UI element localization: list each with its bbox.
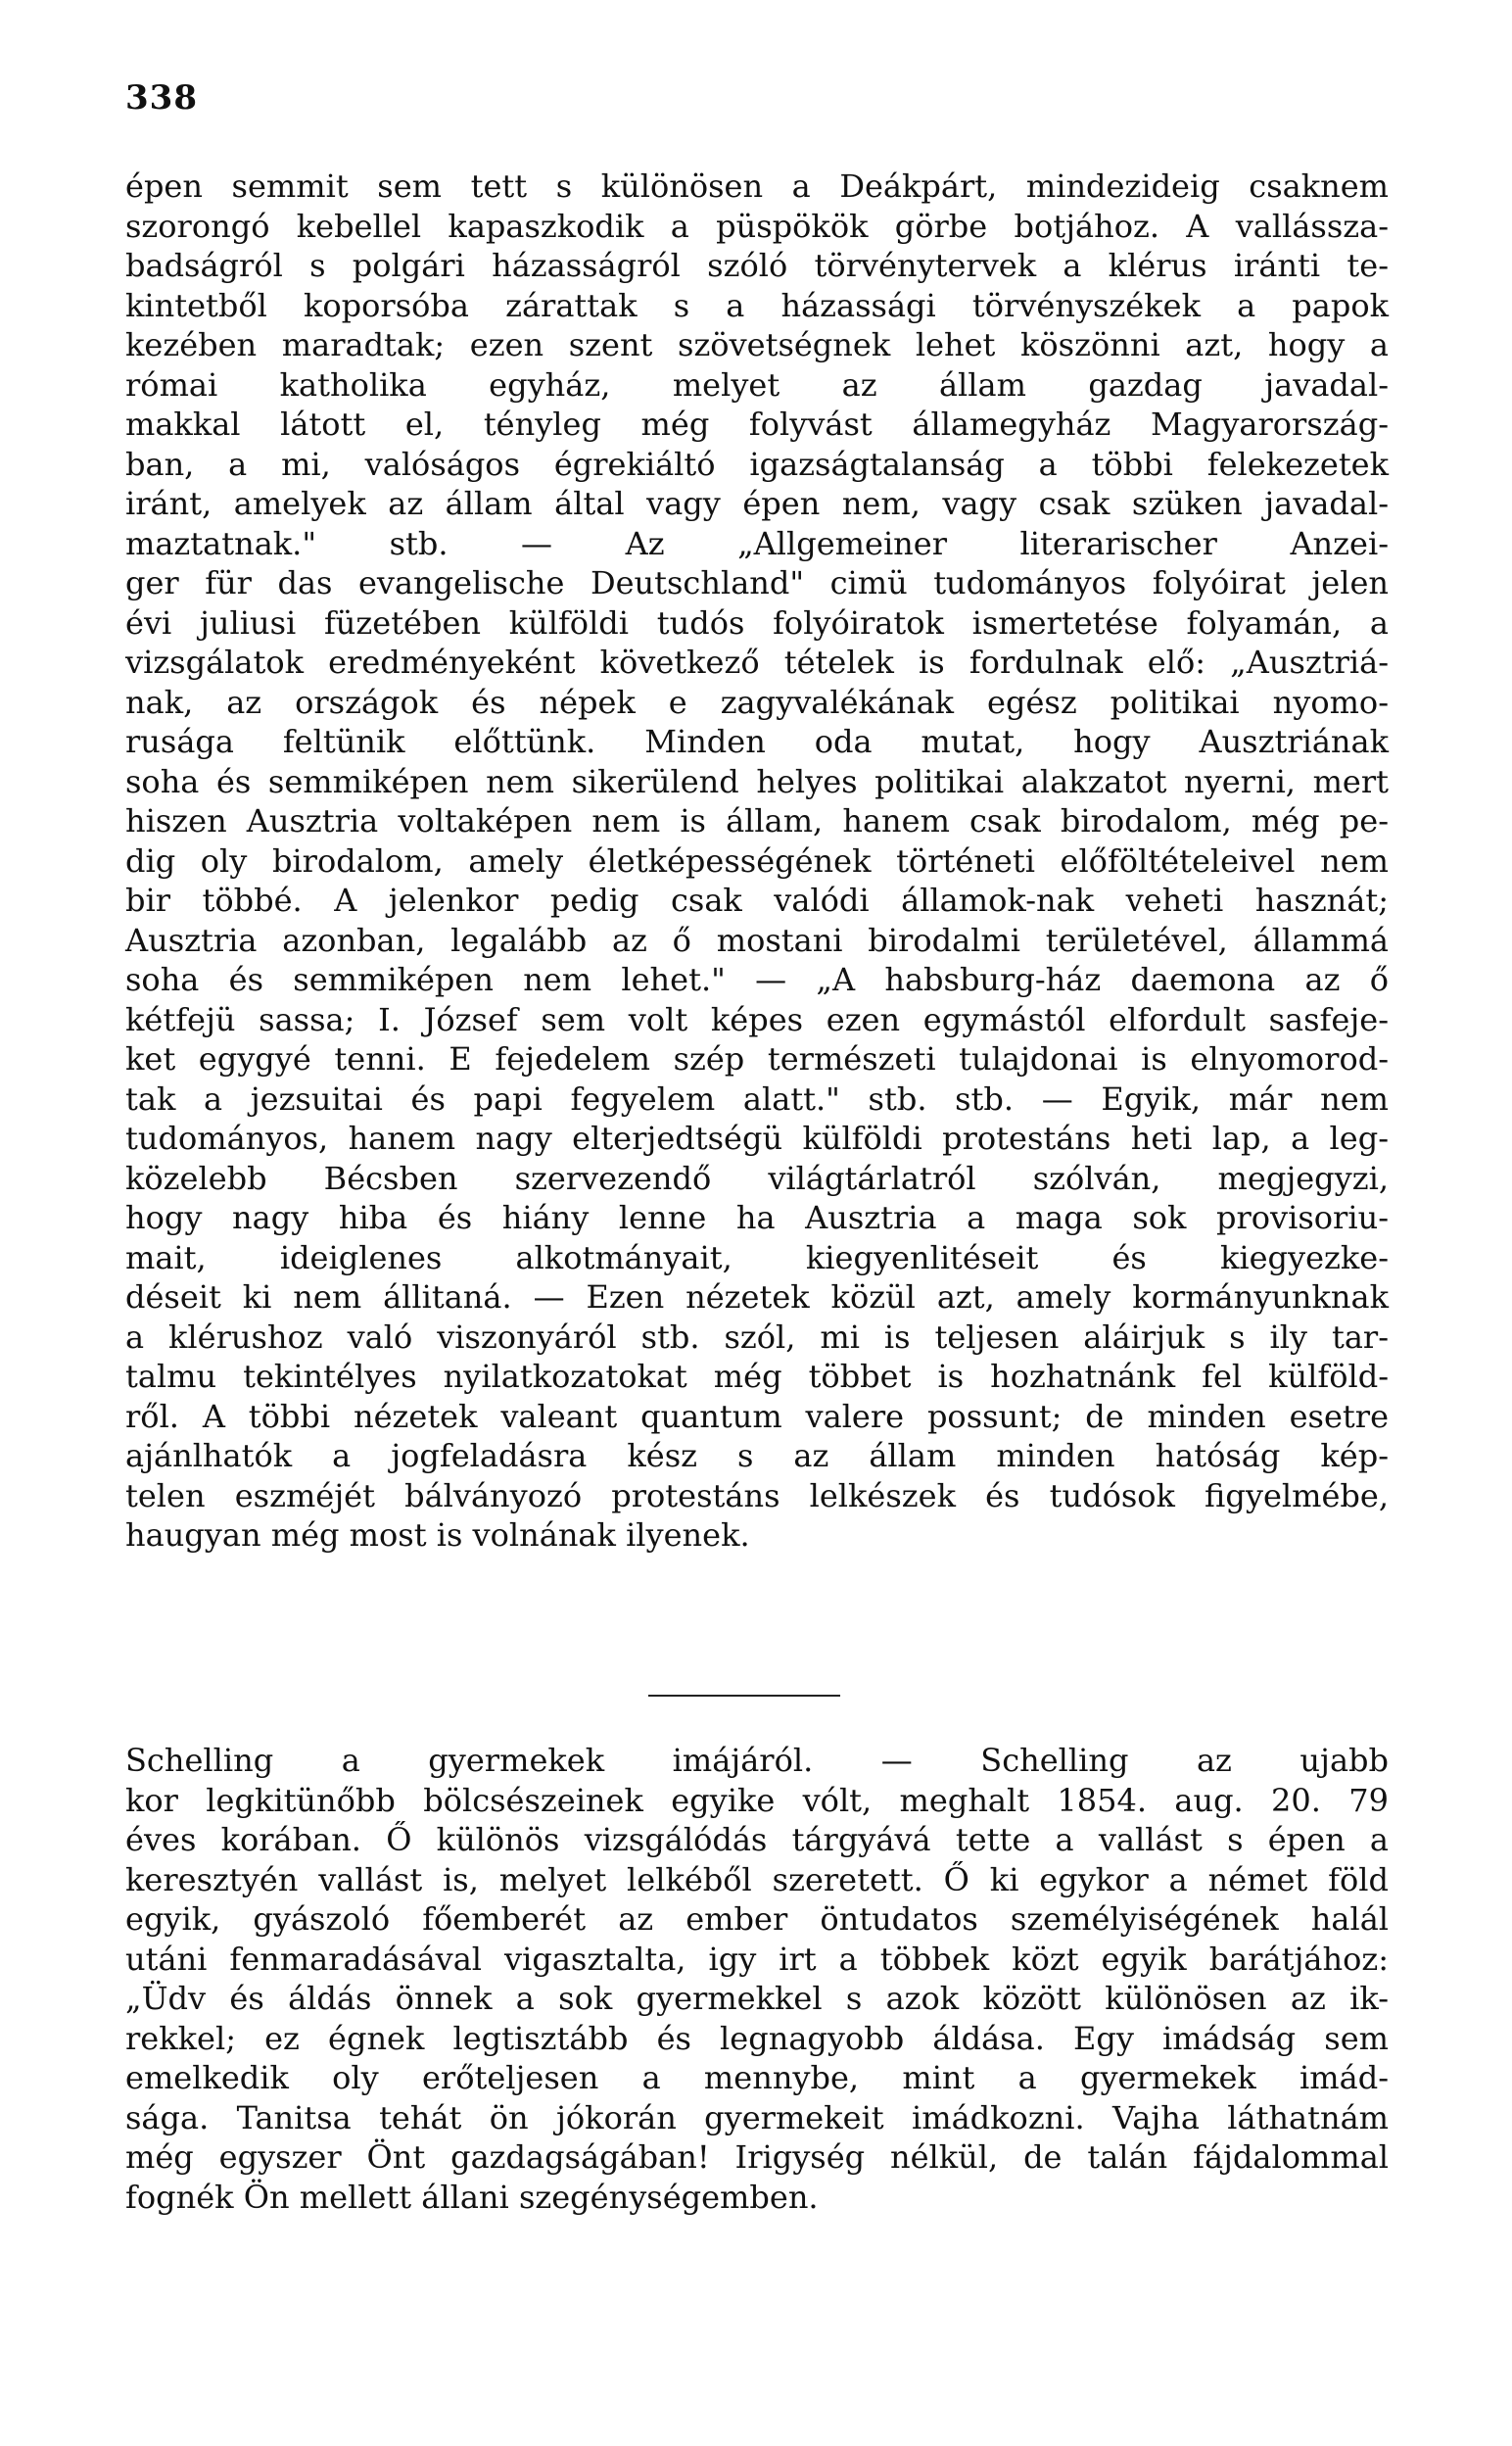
text-line: szorongó kebellel kapaszkodik a püspökök görbe botjához. A vallássza-: [125, 207, 1389, 245]
text-line: déseit ki nem állitaná. — Ezen nézetek közül azt, amely kormányunknak: [125, 1278, 1389, 1316]
text-line: kezében maradtak; ezen szent szövetségnek lehet köszönni azt, hogy a: [125, 326, 1389, 363]
text-line: ket egygyé tenni. E fejedelem szép természeti tulajdonai is elnyomorod-: [125, 1040, 1389, 1078]
text-line: római katholika egyház, melyet az állam gazdag javadal-: [125, 365, 1389, 404]
text-line: mait, ideiglenes alkotmányait, kiegyenlitéseit és kiegyezke-: [125, 1238, 1389, 1276]
text-line: tak a jezsuitai és papi fegyelem alatt." stb. stb. — Egyik, már nem: [125, 1079, 1389, 1118]
text-line: rusága feltünik előttünk. Minden oda mutat, hogy Ausztriának: [125, 723, 1389, 760]
text-line: Schelling a gyermekek imájáról. — Schelling az ujabb: [125, 1742, 1389, 1779]
text-line: rekkel; ez égnek legtisztább és legnagyobb áldása. Egy imádság sem: [125, 2019, 1389, 2057]
text-line: éves korában. Ő különös vizsgálódás tárgyává tette a vallást s épen a: [125, 1821, 1389, 1858]
text-line: fognék Ön mellett állani szegénységemben.: [125, 2178, 819, 2216]
text-line: emelkedik oly erőteljesen a mennybe, mint a gyermekek imád-: [125, 2059, 1389, 2096]
text-line: iránt, amelyek az állam által vagy épen nem, vagy csak szüken javadal-: [125, 485, 1389, 522]
text-line: egyik, gyászoló főemberét az ember öntudatos személyiségének halál: [125, 1900, 1389, 1938]
text-line: soha és semmiképen nem lehet." — „A habsburg-ház daemona az ő: [125, 961, 1389, 998]
text-line: ről. A többi nézetek valeant quantum valere possunt; de minden esetre: [125, 1397, 1389, 1435]
text-line: közelebb Bécsben szervezendő világtárlatról szólván, megjegyzi,: [125, 1159, 1389, 1197]
text-line: még egyszer Önt gazdagságában! Irigység nélkül, de talán fájdalommal: [125, 2138, 1389, 2176]
text-line: telen eszméjét bálványozó protestáns lelkészek és tudósok figyelmébe,: [125, 1476, 1389, 1514]
text-line: kétfejü sassa; I. József sem volt képes ezen egymástól elfordult sasfeje-: [125, 1000, 1389, 1038]
text-line: dig oly birodalom, amely életképességének történeti előföltételeivel nem: [125, 841, 1389, 880]
text-line: kintetből koporsóba zárattak s a házassági törvényszékek a papok: [125, 286, 1389, 324]
text-line: badságról s polgári házasságról szóló törvénytervek a klérus iránti te-: [125, 247, 1389, 284]
text-line: utáni fenmaradásával vigasztalta, igy irt a többek közt egyik barátjához:: [125, 1940, 1389, 1978]
text-line: haugyan még most is volnának ilyenek.: [125, 1516, 750, 1554]
text-line: ajánlhatók a jogfeladásra kész s az állam minden hatóság kép-: [125, 1437, 1389, 1474]
paragraph-deakpart: [125, 167, 1389, 1556]
text-line: Ausztria azonban, legalább az ő mostani birodalmi területével, állammá: [125, 921, 1389, 959]
text-line: sága. Tanitsa tehát ön jókorán gyermekeit imádkozni. Vajha láthatnám: [125, 2098, 1389, 2136]
text-line: vizsgálatok eredményeként következő tételek is fordulnak elő: „Ausztriá-: [125, 644, 1389, 681]
text-line: épen semmit sem tett s különösen a Deákpárt, mindezideig csaknem: [125, 168, 1389, 205]
text-line: bir többé. A jelenkor pedig csak valódi államok-nak veheti hasznát;: [125, 882, 1389, 919]
page-number: 338: [125, 78, 198, 118]
text-line: hogy nagy hiba és hiány lenne ha Ausztria a maga sok provisoriu-: [125, 1199, 1389, 1236]
text-line: keresztyén vallást is, melyet lelkéből szeretett. Ő ki egykor a német föld: [125, 1860, 1389, 1898]
text-line: soha és semmiképen nem sikerülend helyes politikai alakzatot nyerni, mert: [125, 762, 1389, 800]
text-line: kor legkitünőbb bölcsészeinek egyike vólt, meghalt 1854. aug. 20. 79: [125, 1781, 1389, 1819]
text-line: ban, a mi, valóságos égrekiáltó igazságtalanság a többi felekezetek: [125, 445, 1389, 483]
text-line: talmu tekintélyes nyilatkozatokat még többet is hozhatnánk fel külföld-: [125, 1358, 1389, 1395]
text-line: „Üdv és áldás önnek a sok gyermekkel s azok között különösen az ik-: [125, 1980, 1389, 2017]
text-line: nak, az országok és népek e zagyvalékának egész politikai nyomo-: [125, 683, 1389, 721]
text-line: makkal látott el, tényleg még folyvást államegyház Magyarország-: [125, 406, 1389, 443]
text-line: a klérushoz való viszonyáról stb. szól, mi is teljesen aláirjuk s ily tar-: [125, 1318, 1389, 1356]
paragraph-schelling: [125, 1741, 1389, 2217]
text-line: ger für das evangelische Deutschland" cimü tudományos folyóirat jelen: [125, 564, 1389, 601]
text-line: tudományos, hanem nagy elterjedtségü külföldi protestáns heti lap, a leg-: [125, 1120, 1389, 1157]
section-divider: [648, 1695, 840, 1697]
text-line: évi juliusi füzetében külföldi tudós folyóiratok ismertetése folyamán, a: [125, 603, 1389, 642]
text-line: maztatnak." stb. — Az „Allgemeiner literarischer Anzei-: [125, 524, 1389, 562]
text-line: hiszen Ausztria voltaképen nem is állam, hanem csak birodalom, még pe-: [125, 802, 1389, 839]
